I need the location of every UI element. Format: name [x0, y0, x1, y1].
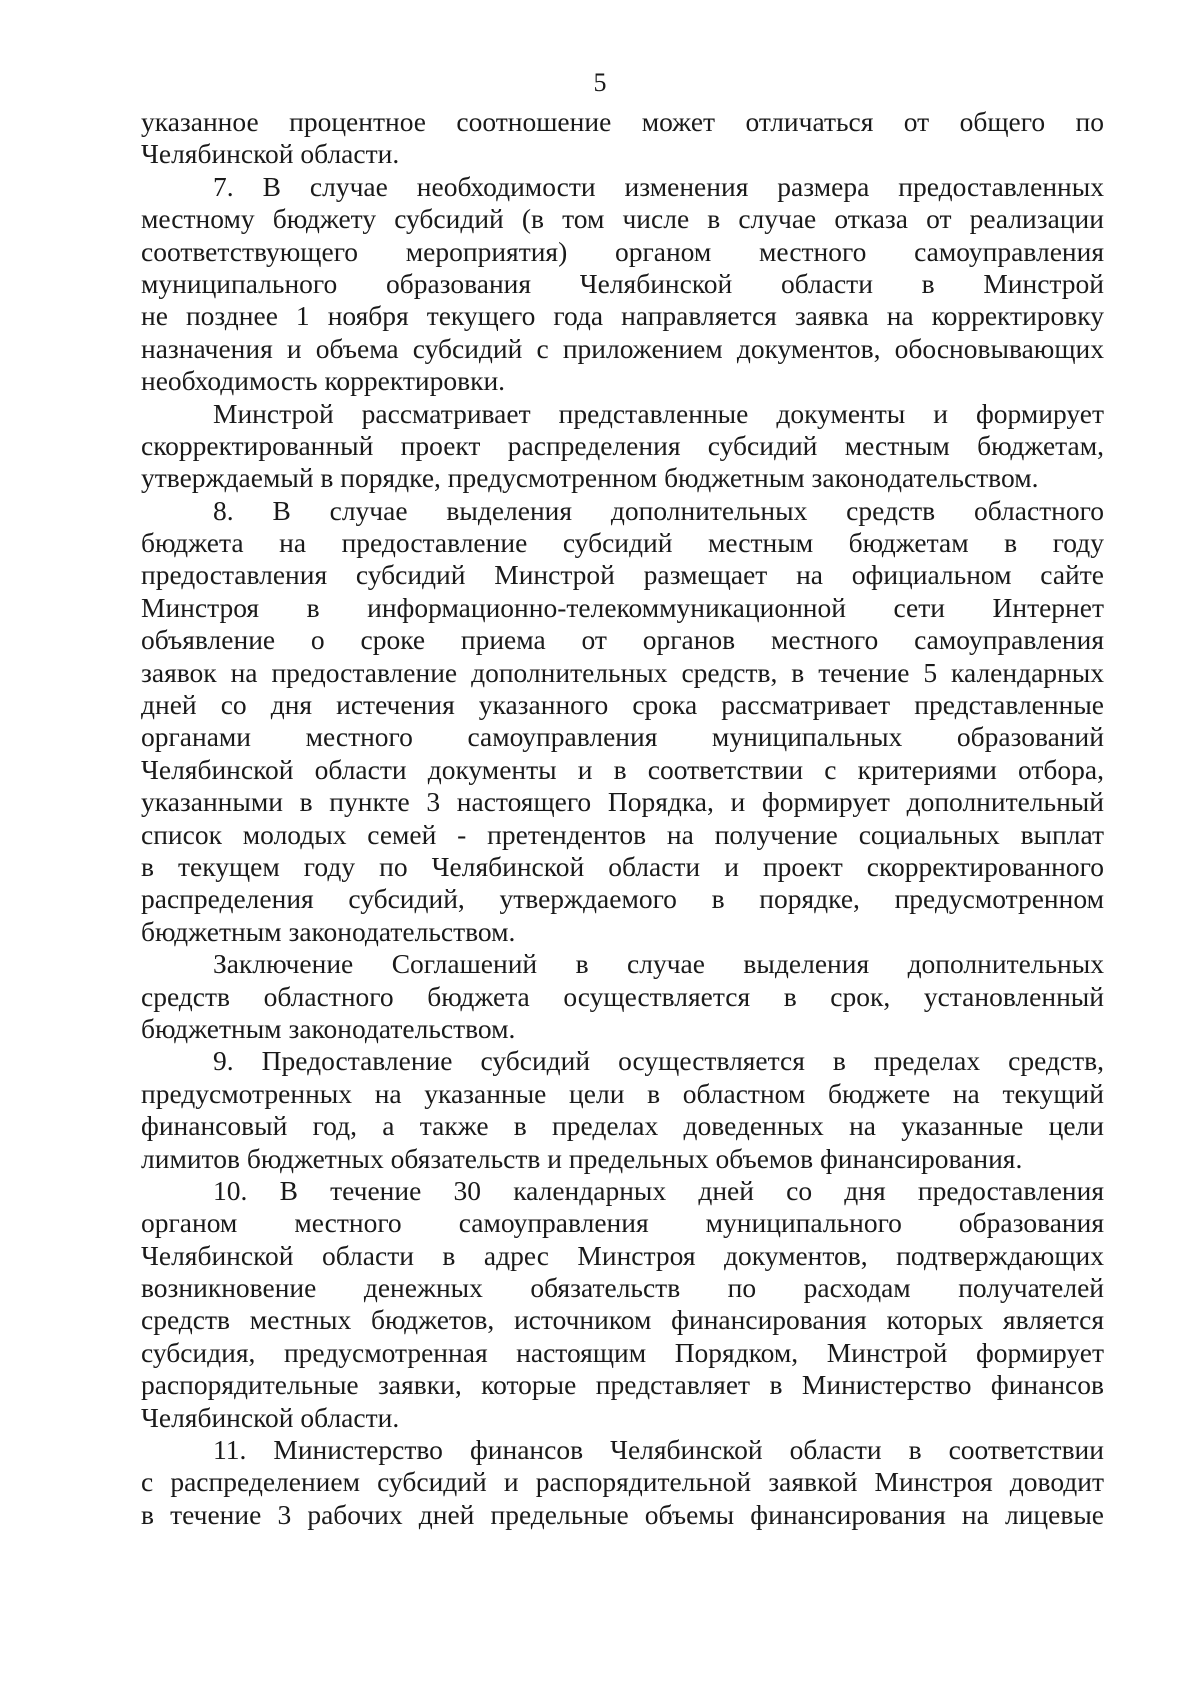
text-line: органами местного самоуправления муниципальных образований — [141, 721, 1104, 753]
text-line: муниципального образования Челябинской области в Минстрой — [141, 267, 1104, 299]
text-line: в текущем году по Челябинской области и проект скорректированного — [141, 850, 1104, 882]
text-line: распределения субсидий, утверждаемого в порядке, предусмотренном — [141, 883, 1104, 915]
text-line: средств областного бюджета осуществляется в срок, установленный — [141, 980, 1104, 1012]
paragraph — [141, 1045, 1104, 1175]
text-line: финансовый год, а также в пределах доведенных на указанные цели — [141, 1110, 1104, 1142]
text-line: Челябинской области. — [141, 138, 400, 170]
document-body — [141, 106, 1104, 1531]
text-line: возникновение денежных обязательств по расходам получателей — [141, 1272, 1104, 1304]
text-line: 9. Предоставление субсидий осуществляется в пределах средств, — [213, 1045, 1104, 1077]
text-line: бюджетным законодательством. — [141, 915, 516, 947]
text-line: соответствующего мероприятия) органом местного самоуправления — [141, 235, 1104, 267]
text-line: назначения и объема субсидий с приложением документов, обосновывающих — [141, 332, 1104, 364]
text-line: лимитов бюджетных обязательств и предельных объемов финансирования. — [141, 1142, 1023, 1174]
text-line: Челябинской области. — [141, 1401, 400, 1433]
text-line: список молодых семей - претендентов на получение социальных выплат — [141, 818, 1104, 850]
text-line: 7. В случае необходимости изменения размера предоставленных — [213, 170, 1104, 202]
text-line: указанными в пункте 3 настоящего Порядка, и формирует дополнительный — [141, 786, 1104, 818]
text-line: Челябинской области в адрес Минстроя документов, подтверждающих — [141, 1239, 1104, 1271]
paragraph — [141, 398, 1104, 495]
text-line: органом местного самоуправления муниципального образования — [141, 1207, 1104, 1239]
text-line: Заключение Соглашений в случае выделения дополнительных — [213, 948, 1104, 980]
text-line: местному бюджету субсидий (в том числе в случае отказа от реализации — [141, 203, 1104, 235]
text-line: дней со дня истечения указанного срока рассматривает представленные — [141, 689, 1104, 721]
text-line: объявление о сроке приема от органов местного самоуправления — [141, 624, 1104, 656]
text-line: 11. Министерство финансов Челябинской области в соответствии — [213, 1434, 1104, 1466]
text-line: с распределением субсидий и распорядительной заявкой Минстроя доводит — [141, 1466, 1104, 1498]
text-line: Минстроя в информационно-телекоммуникационной сети Интернет — [141, 591, 1104, 623]
paragraph — [141, 1434, 1104, 1531]
text-line: указанное процентное соотношение может отличаться от общего по — [141, 106, 1104, 137]
text-line: предоставления субсидий Минстрой размещает на официальном сайте — [141, 559, 1104, 591]
text-line: не позднее 1 ноября текущего года направляется заявка на корректировку — [141, 300, 1104, 332]
text-line: 10. В течение 30 календарных дней со дня предоставления — [213, 1174, 1104, 1206]
text-line: бюджетным законодательством. — [141, 1012, 516, 1044]
text-line: распорядительные заявки, которые представляет в Министерство финансов — [141, 1369, 1104, 1401]
text-line: предусмотренных на указанные цели в областном бюджете на текущий — [141, 1077, 1104, 1109]
page-number: 5 — [593, 68, 607, 97]
paragraph — [141, 1175, 1104, 1434]
text-line: Челябинской области документы и в соответствии с критериями отбора, — [141, 753, 1104, 785]
paragraph — [141, 171, 1104, 398]
text-line: бюджета на предоставление субсидий местным бюджетам в году — [141, 527, 1104, 559]
paragraph — [141, 495, 1104, 948]
text-line: Минстрой рассматривает представленные документы и формирует — [213, 397, 1104, 429]
text-line: средств местных бюджетов, источником финансирования которых является — [141, 1304, 1104, 1336]
paragraph — [141, 106, 1104, 171]
text-line: субсидия, предусмотренная настоящим Порядком, Минстрой формирует — [141, 1336, 1104, 1368]
text-line: необходимость корректировки. — [141, 365, 506, 397]
paragraph — [141, 948, 1104, 1045]
text-line: скорректированный проект распределения субсидий местным бюджетам, — [141, 429, 1104, 461]
text-line: в течение 3 рабочих дней предельные объемы финансирования на лицевые — [141, 1498, 1104, 1530]
text-line: заявок на предоставление дополнительных средств, в течение 5 календарных — [141, 656, 1104, 688]
text-line: 8. В случае выделения дополнительных средств областного — [213, 494, 1104, 526]
text-line: утверждаемый в порядке, предусмотренном бюджетным законодательством. — [141, 462, 1039, 494]
